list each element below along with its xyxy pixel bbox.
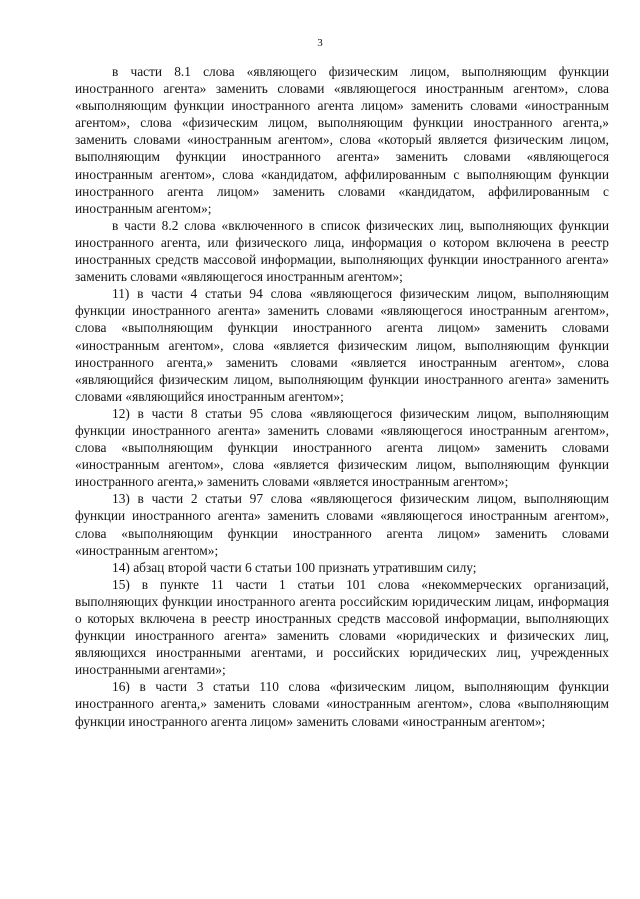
paragraph-part-8-1: в части 8.1 слова «являющего физическим лицом, выполняющим функции иностранного агента» заменить словами «являющегося иностранным агентом», слова «выполняющим функции иностранного агента лицом» заменить словами «иностранным агентом», слова «физическим лицом, выполняющим функции иностранного агента,» заменить словами «иностранным агентом», слова «который является физическим лицом, выполняющим функции иностранного агента» заменить словами «являющегося иностранным агентом», слова «кандидатом, аффилированным с выполняющим функции иностранного агента лицом» заменить словами «кандидатом, аффилированным с иностранным агентом»; [75,64,609,216]
paragraph-item-11: 11) в части 4 статьи 94 слова «являющегося физическим лицом, выполняющим функции иностранного агента» заменить словами «являющегося иностранным агентом», слова «выполняющим функции иностранного агента лицом» заменить словами «иностранным агентом», слова «является физическим лицом, выполняющим функции иностранного агента,» заменить словами «является иностранным агентом», слова «являющийся физическим лицом, выполняющим функции иностранного агента» заменить словами «являющийся иностранным агентом»; [75,286,609,404]
paragraph-item-15: 15) в пункте 11 части 1 статьи 101 слова «некоммерческих организаций, выполняющих функции иностранного агента российским юридическим лицам, информация о которых включена в реестр иностранных средств массовой информации, выполняющих функции иностранного агента» заменить словами «юридических и физических лиц, являющихся иностранными агентами, и российских юридических лиц, учрежденных иностранными агентами»; [75,576,609,678]
paragraph-item-12: 12) в части 8 статьи 95 слова «являющегося физическим лицом, выполняющим функции иностранного агента» заменить словами «являющегося иностранным агентом», слова «выполняющим функции иностранного агента лицом» заменить словами «иностранным агентом», слова «является физическим лицом, выполняющим функции иностранного агента,» заменить словами «является иностранным агентом»; [75,405,609,490]
page-number: 3 [317,37,323,49]
paragraph-item-13: 13) в части 2 статьи 97 слова «являющегося физическим лицом, выполняющим функции иностранного агента» заменить словами «являющегося иностранным агентом», слова «выполняющим функции иностранного агента лицом» заменить словами «иностранным агентом»; [75,491,609,558]
paragraph-part-8-2: в части 8.2 слова «включенного в список физических лиц, выполняющих функции иностранного агента, или физического лица, информация о котором включена в реестр иностранных средств массовой информации, выполняющих функции иностранного агента» заменить словами «являющегося иностранным агентом»; [75,217,609,285]
paragraph-item-16: 16) в части 3 статьи 110 слова «физическим лицом, выполняющим функции иностранного агента,» заменить словами «иностранным агентом», слова «выполняющим функции иностранного агента лицом» заменить словами «иностранным агентом»; [75,679,609,729]
document-body [75,63,609,730]
paragraph-item-14: 14) абзац второй части 6 статьи 100 признать утратившим силу; [112,559,477,575]
